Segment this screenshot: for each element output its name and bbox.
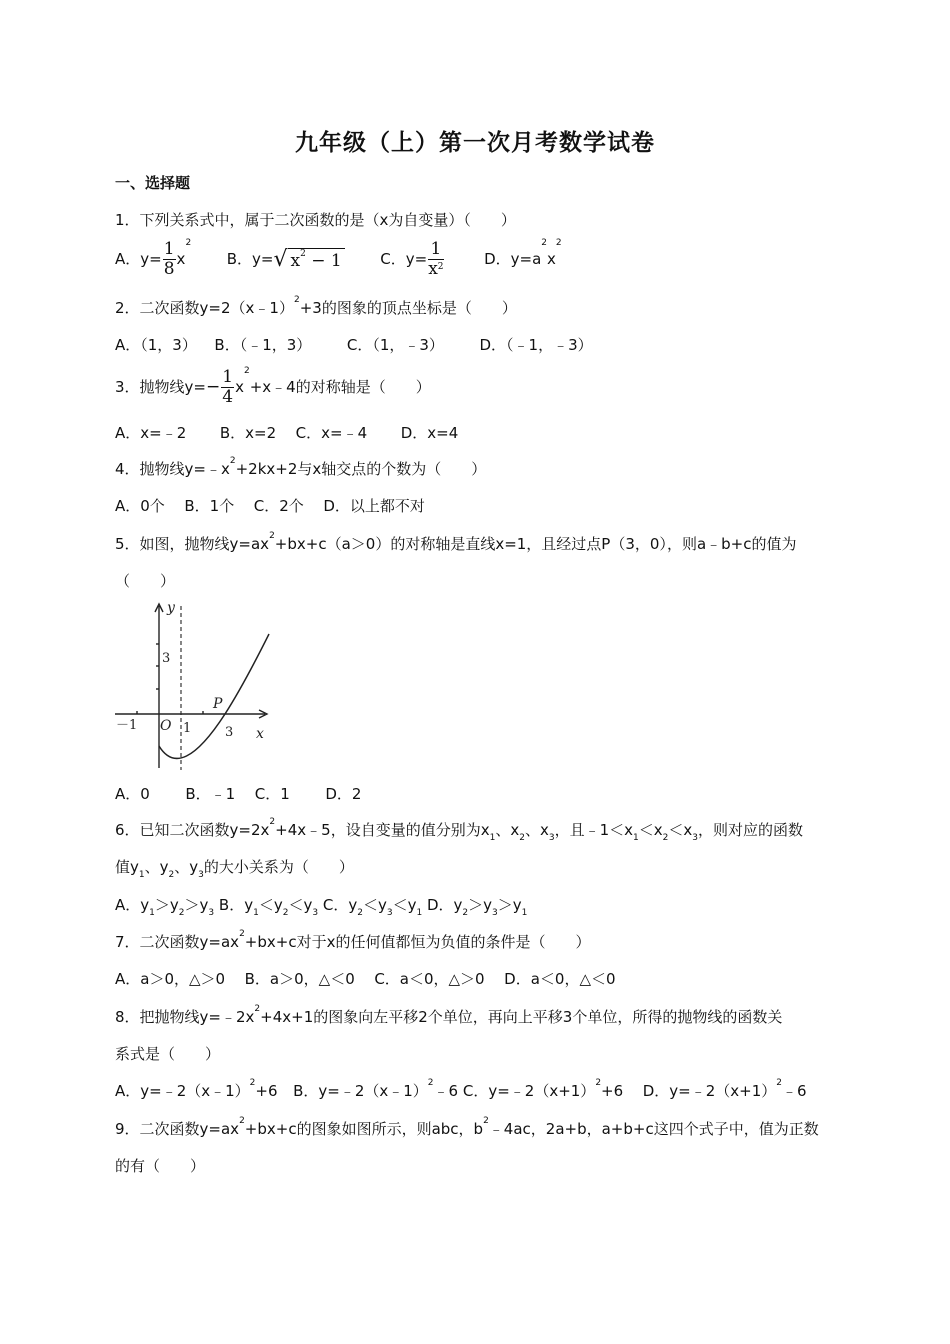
parabola-figure	[113, 598, 275, 773]
question-5-stem-continued: （ ）	[115, 572, 176, 590]
section-heading: 一、选择题	[115, 174, 191, 192]
origin-label: O	[160, 718, 172, 734]
option-d: D．以上都不对	[323, 497, 425, 515]
option-a: A．x=﹣2	[115, 424, 187, 442]
option-d: D．$y=﹣2(x+1)^2﹣6$	[642, 1078, 807, 1100]
option-c: C．a＜0，△＞0	[374, 970, 485, 988]
question-7-stem: 7．二次函数$y=ax^2+bx+c$对于x的任何值都恒为负值的条件是（ ）	[115, 929, 591, 951]
option-b: B．y=﹣2（x﹣1）$^2$﹣6	[293, 1078, 459, 1100]
question-4-stem: 4．抛物线$y=﹣x^2+2kx+2$与x轴交点的个数为（ ）	[115, 456, 487, 478]
option-b: B．（﹣1，3）	[214, 336, 312, 354]
page-title: 九年级（上）第一次月考数学试卷	[295, 130, 655, 156]
option-a: A．y= $\frac{1}{8}$ $x^2$	[115, 238, 192, 279]
option-c: C．2个	[253, 497, 304, 515]
option-a: A．0	[115, 785, 150, 803]
question-1-stem: 1．下列关系式中，属于二次函数的是（x为自变量）（ ）	[115, 211, 516, 229]
option-b: B．a＞0，△＜0	[244, 970, 355, 988]
question-6-options	[115, 894, 528, 918]
square-root: √ $x^2 - 1$	[273, 247, 344, 272]
option-b: B．$y_1<y_2<y_3$	[218, 896, 319, 918]
option-a: A．$y_1>y_2>y_3$	[115, 896, 215, 918]
point-p-label: P	[213, 696, 223, 712]
option-a: A．（1，3）	[115, 336, 197, 354]
option-d: D．（﹣1，﹣3）	[479, 336, 593, 354]
option-b: B．1个	[184, 497, 235, 515]
option-d: D．$y_2>y_3>y_1$	[426, 896, 528, 918]
option-a: A．0个	[115, 497, 165, 515]
question-5-options	[115, 783, 361, 804]
x-tick-label: 1	[183, 721, 192, 736]
option-c: C．1	[254, 785, 290, 803]
question-3-options	[115, 422, 458, 443]
x-tick-label: 3	[225, 725, 234, 740]
question-8-stem-continued: 系式是（ ）	[115, 1045, 221, 1063]
question-7-options	[115, 968, 616, 989]
option-c: C．$y_2<y_3<y_1$	[322, 896, 423, 918]
question-9-stem: 9．二次函数$y=ax^2+bx+c$的图象如图所示，则abc，$b^2﹣4ac$，2a+b，a+b+c这四个式子中，值为正数	[115, 1116, 819, 1138]
option-d: D．$y=a^2x^2$	[484, 238, 562, 268]
fraction: $\frac{1}{4}$	[222, 367, 234, 407]
question-2-options	[115, 334, 593, 355]
question-8-options	[115, 1080, 807, 1101]
option-b: B．y=√ $x^2 - 1$	[227, 250, 350, 268]
option-c: C．y= $\frac{1}{x^2}$	[380, 239, 444, 279]
fraction: $\frac{1}{x^2}$	[428, 239, 444, 279]
fraction: $\frac{1}{8}$	[163, 239, 175, 279]
x-tick-label: －1	[116, 718, 138, 733]
option-a: A．a＞0，△＞0	[115, 970, 226, 988]
option-c: C．x=﹣4	[295, 424, 368, 442]
option-d: D．x=4	[400, 424, 459, 442]
question-1-options	[115, 240, 562, 279]
option-d: D．2	[325, 785, 362, 803]
question-3-stem: 3．抛物线y=− $\frac{1}{4}$ $x^2+x﹣4$的对称轴是（ ）	[115, 366, 431, 407]
option-c: C．$y=﹣2(x+1)^2+6$	[462, 1078, 624, 1100]
option-c: C．（1，﹣3）	[346, 336, 444, 354]
question-2-stem: 2．二次函数y=2（x﹣1）$^2$+3的图象的顶点坐标是（ ）	[115, 295, 517, 317]
question-5-stem: 5．如图，抛物线$y=ax^2+bx+c(a>0)$的对称轴是直线x=1，且经过点P（3，0），则a﹣b+c的值为	[115, 531, 797, 553]
y-axis-label: y	[167, 600, 175, 616]
option-b: B．x=2	[219, 424, 277, 442]
question-6-stem: 6．已知二次函数$y=2x^2+4x﹣5$，设自变量的值分别为$x_1$、$x_2$、$x_3$，且$﹣1<x_1<x_2<x_3$，则对应的函数	[115, 817, 803, 843]
question-9-stem-continued: 的有（ ）	[115, 1157, 206, 1175]
x-axis-label: x	[256, 726, 264, 742]
question-6-stem-continued: 值$y_1$、$y_2$、$y_3$的大小关系为（ ）	[115, 858, 354, 880]
question-4-options	[115, 495, 425, 516]
option-d: D．a＜0，△＜0	[504, 970, 616, 988]
option-a: A．y=﹣2（x﹣1）$^2$+6	[115, 1078, 278, 1100]
option-b: B．﹣1	[185, 785, 236, 803]
y-tick-label: 3	[162, 651, 171, 666]
question-8-stem: 8．把抛物线$y=﹣2x^2+4x+1$的图象向左平移2个单位，再向上平移3个单位，所得的抛物线的函数关	[115, 1004, 783, 1026]
